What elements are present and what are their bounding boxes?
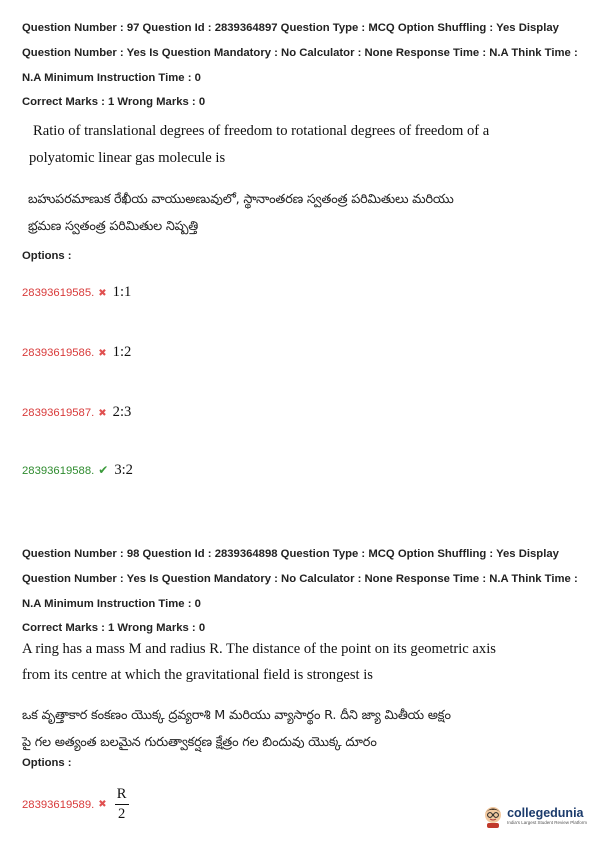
q98-text-te-2: పై గల అత్యంత బలమైన గురుత్వాకర్షణ క్షేత్రం గల బిందువు యొక్క దూరం xyxy=(22,735,377,750)
option-id: 28393619585. xyxy=(22,287,95,299)
q98-meta: Question Number : 98 Question Id : 2839364898 Question Type : MCQ Option Shuffling : Yes Display Question Number : Yes Is Question Mandatory : No Calculator : None Response Time : N.A Think Time : N.A Minimum Instruction Time : 0 xyxy=(22,548,581,610)
option-value: 2:3 xyxy=(112,404,132,420)
q98-marks: Correct Marks : 1 Wrong Marks : 0 xyxy=(22,622,206,634)
cross-icon: ✖ xyxy=(98,799,107,810)
q97-text-en-1: Ratio of translational degrees of freedom to rotational degrees of freedom of a xyxy=(33,123,490,139)
fraction xyxy=(115,786,129,823)
fraction-denominator: 2 xyxy=(117,806,126,822)
q97-marks: Correct Marks : 1 Wrong Marks : 0 xyxy=(22,96,206,108)
cross-icon: ✖ xyxy=(98,408,107,419)
q98-text-en-2: from its centre at which the gravitational field is strongest is xyxy=(22,667,373,683)
option-id: 28393619588. xyxy=(22,465,95,477)
fraction-bar xyxy=(115,804,129,805)
q97-text-te-1: బహుపరమాణుక రేఖీయ వాయుఅణువులో, స్థానాంతరణ స్వతంత్ర పరిమితులు మరియు xyxy=(28,192,454,207)
q97-text-te-2: భ్రమణ స్వతంత్ర పరిమితుల నిష్పత్తి xyxy=(28,219,199,234)
q97-options-label: Options : xyxy=(22,250,72,262)
q97-option-3[interactable] xyxy=(22,404,131,421)
q97-option-4[interactable] xyxy=(22,462,133,479)
logo-tagline: India's Largest Student Review Platform xyxy=(507,820,587,825)
option-id: 28393619586. xyxy=(22,347,95,359)
option-value: 3:2 xyxy=(114,462,133,478)
cross-icon: ✖ xyxy=(98,348,107,359)
q98-text-te-1: ఒక వృత్తాకార కంకణం యొక్క ద్రవ్యరాశి M మరియు వ్యాసార్థం R. దీని జ్యా మితీయ అక్షం xyxy=(22,708,451,723)
q97-option-2[interactable] xyxy=(22,344,131,361)
option-id: 28393619587. xyxy=(22,407,95,419)
logo-name: collegedunia xyxy=(507,806,584,820)
mascot-icon xyxy=(482,804,504,828)
option-value: 1:1 xyxy=(112,284,132,300)
collegedunia-logo xyxy=(482,804,587,828)
check-icon: ✔ xyxy=(98,463,109,477)
q97-text-en-2: polyatomic linear gas molecule is xyxy=(29,150,226,166)
q98-text-en-1: A ring has a mass M and radius R. The distance of the point on its geometric axis xyxy=(22,641,496,657)
q97-option-1[interactable] xyxy=(22,284,131,301)
q98-option-1[interactable] xyxy=(22,786,129,823)
q97-meta: Question Number : 97 Question Id : 2839364897 Question Type : MCQ Option Shuffling : Yes Display Question Number : Yes Is Question Mandatory : No Calculator : None Response Time : N.A Think Time : N.A Minimum Instruction Time : 0 xyxy=(22,22,581,84)
option-value: 1:2 xyxy=(112,344,132,360)
q98-options-label: Options : xyxy=(22,757,72,769)
option-id: 28393619589. xyxy=(22,798,95,811)
fraction-numerator: R xyxy=(116,786,127,802)
cross-icon: ✖ xyxy=(98,288,107,299)
